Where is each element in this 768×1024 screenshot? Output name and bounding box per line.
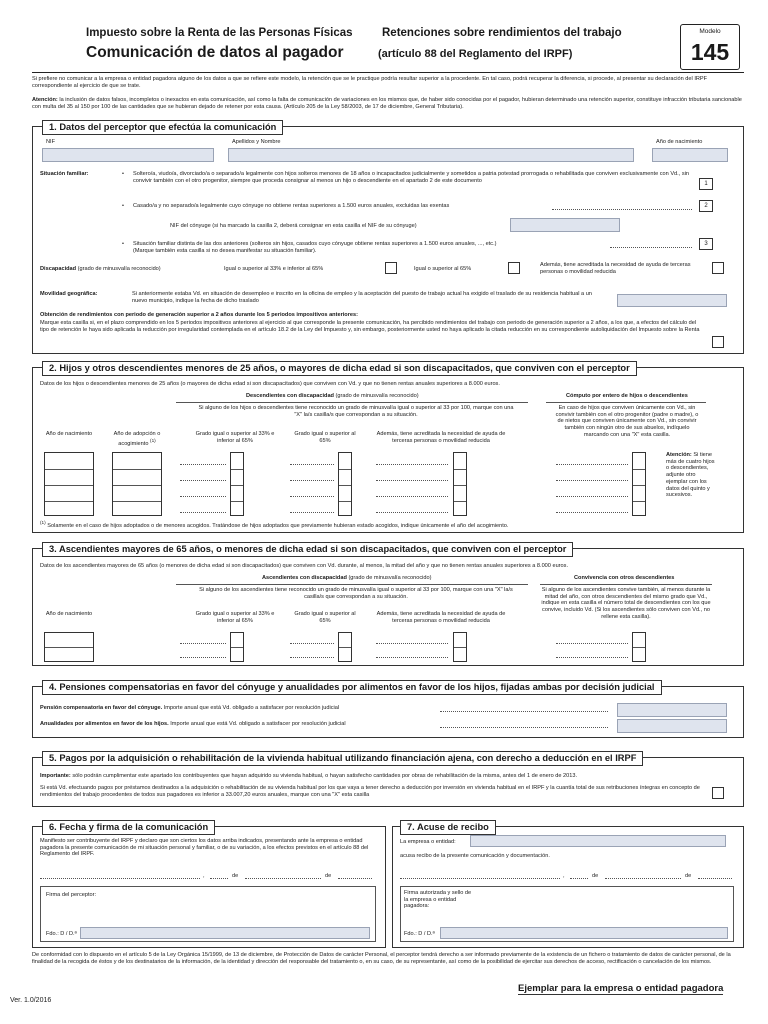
s6-de-1: de [232,873,239,879]
s6-comma: , [203,873,205,879]
s3-conv-header: Convivencia con otros descendientes [574,575,675,581]
s3-col-ayuda: Además, tiene acreditada la necesidad de ayuda de terceras personas o movilidad reducida [376,611,506,624]
familiar-option-3-note: (Marque también esta casilla si no desea manifestar su situación familiar). [133,248,317,254]
s2-col-33: Grado igual o superior al 33% e inferior al 65% [195,431,275,444]
generation-period-title: Obtención de rendimientos con periodo de generación superior a 2 años durante los 5 periodos impositivos anteriores: [40,312,358,318]
s2-dots-r3 [180,496,226,497]
s7-firma-label: Firma autorizada y sello de la empresa o entidad pagadora: [404,890,472,910]
intro-attention [32,97,744,110]
s2-dots-c-r4 [556,512,628,513]
familiar-option-2-dots [552,209,692,210]
s4-row1-dots [440,711,608,712]
s2-dots-r4 [180,512,226,513]
s7-year-dots [698,878,732,879]
familiar-option-2-text: Casado/a y no separado/a legalmente cuyo cónyuge no obtiene rentas superiores a 1.500 euros anuales, excluidas las exentas [133,203,450,209]
name-field[interactable] [228,148,634,162]
s2-col-adopt: Año de adopción o acogimiento $^{(1)}$ [113,431,161,447]
s7-comma: , [563,873,565,879]
modelo-label: Modelo [699,28,721,35]
birth-year-field[interactable] [652,148,728,162]
s3-disability-header: Ascendientes con discapacidad (grado de minusvalía reconocido) [262,575,432,581]
s7-empresa-label: La empresa o entidad: [400,839,456,845]
s3-disability-header-rule [176,584,528,585]
s3-dots-c-r1 [556,643,628,644]
nif-spouse-label: NIF del cónyuge (si ha marcado la casilla 2, deberá consignar en esta casilla el NIF de su cónyuge) [170,223,417,229]
s2-disability-header-rule [176,402,528,403]
s3-birth-column [44,632,94,662]
s6-month-dots [245,878,321,879]
s3-dots-c-r2 [556,657,628,658]
section-1-title: 1. Datos del perceptor que efectúa la comunicación [42,120,283,135]
footer-legal: De conformidad con lo dispuesto en el artículo 5 de la Ley Orgánica 15/1999, de 13 de diciembre, de Protección de Datos de carácter Personal, el perceptor tendrá derecho a ser informado previamente de la existencia de un fichero o tratamiento de datos de carácter personal, de la finalidad de la recogida de éstos y de los destinatarios de la información, de la identidad y dirección del responsable del tratamiento o, en su caso, de su representante, así como de la posibilidad de ejercitar sus derechos de acceso, rectificación o cancelación de los mismos. [32,952,731,965]
footer-version: Ver. 1.0/2016 [10,997,52,1004]
s3-dots-65-r2 [290,657,334,658]
s2-adopt-column [112,452,162,516]
s2-col-65: Grado igual o superior al 65% [294,431,356,444]
s2-dots-65-r1 [290,464,334,465]
generation-period-checkbox[interactable] [712,336,724,348]
generation-period-text: Marque esta casilla si, en el plazo comprendido en los 5 periodos impositivos anteriores al ejercicio al que corresponde la presente comunicación, ha percibido rendimientos del trabajo con periodo de generación superior a 2 años, a los que, a efectos del cálculo del tipo de retención le haya sido aplicada la reducción por irregularidad contemplada en el artículo 18.2 de la Ley del Impuesto y, sin embargo, posteriormente usted no haya aplicado la citada reducción en su correspondiente autoliquidación del Impuesto sobre la Renta [40,320,700,333]
s2-ayuda-column [453,452,467,516]
s2-birth-column [44,452,94,516]
familiar-option-1-box[interactable]: 1 [699,178,713,190]
section-2-intro: Datos de los hijos o descendientes menores de 25 años (o mayores de dicha edad si son discapacitados) que conviven con Vd. y que no tienen rentas anuales superiores a 8.000 euros. [40,381,500,387]
s6-year-dots [338,878,372,879]
familiar-option-3-dots [610,247,692,248]
intro-text: Si prefiere no comunicar a la empresa o entidad pagadora alguno de los datos a que se refiere este modelo, la retención que se le practique podría resultar superior a la procedente. En tal caso, podrá recuperar la diferencia, si procede, al presentar su declaración del IRPF correspondiente al ejercicio de que se trate. [32,76,708,89]
s2-dots-65-r4 [290,512,334,513]
s7-empresa-field[interactable] [470,835,726,847]
s2-dots-r2 [180,480,226,481]
familiar-label: Situación familiar: [40,171,89,177]
s2-dots-ay-r2 [376,480,448,481]
s3-ayuda-column [453,632,467,662]
s2-computo-header-rule [546,402,706,403]
s3-conv-header-rule [540,584,712,585]
header-withholding-name: Retenciones sobre rendimientos del trabajo [382,27,622,39]
familiar-option-2-box[interactable]: 2 [699,200,713,212]
s7-month-dots [605,878,681,879]
bullet-3: • [122,241,124,247]
s2-computo-column [632,452,646,516]
s2-dots-ay-r4 [376,512,448,513]
mobility-label: Movilidad geográfica: [40,291,98,297]
s2-computo-header: Cómputo por entero de hijos o descendientes [566,393,688,399]
s2-dots-c-r2 [556,480,628,481]
mobility-text: Si anteriormente estaba Vd. en situación de desempleo e inscrito en la oficina de empleo y la aceptación del puesto de trabajo actual ha exigido el traslado de su residencia habitual a un nuevo municipio, indique la fecha de dicho traslado [132,291,592,304]
attention-text: la inclusión de datos falsos, incompletos o inexactos en esta comunicación, así como la falta de comunicación de variaciones en los mismos que, de haber sido conocidas por el pagador, hubieran determinado una retención superior, constituye infracción tributaria sancionable con multa del 35 al 150 por 100 de las cantidades que se hubieran dejado de retener por esta causa. (Artículo 205 de la Ley 58/2003, de 17 de diciembre, General Tributaria). [32,97,742,110]
modelo-number: 145 [690,39,730,65]
s3-conv-text: Si alguno de los ascendientes convive también, al menos durante la mitad del año, con otros descendientes del mismo grado que Vd., indique en esta casilla el número total de descendientes con los que convive, incluido Vd. (Si los ascendientes sólo conviven con Vd., no rellene esta casilla). [541,587,711,620]
s5-important: Importante: sólo podrán cumplimentar este apartado los contribuyentes que hayan adquirido su vivienda habitual, o hayan satisfecho cantidades por obras de rehabilitación de la misma, antes del 1 de enero de 2013. [40,773,578,779]
s7-signer-name[interactable] [440,927,728,939]
header-divider [32,72,744,73]
section-7-title: 7. Acuse de recibo [400,820,496,835]
nif-field[interactable] [42,148,214,162]
s3-33-column [230,632,244,662]
s2-footnote: $^{(1)}$ Solamente en el caso de hijos adoptados o de menores acogidos. Tratándose de hijos adoptados que previamente hubieran estado acogidos, indique únicamente el año del acogimiento. [40,520,509,529]
birth-label: Año de nacimiento [656,139,703,145]
s7-place-dots [400,878,560,879]
s7-acusa-text: acusa recibo de la presente comunicación y documentación. [400,853,550,859]
child-support-amount[interactable] [617,719,727,733]
familiar-option-3-box[interactable]: 3 [699,238,713,250]
s4-row2-label: Anualidades por alimentos en favor de los hijos. Importe anual que está Vd. obligado a satisfacer por resolución judicial [40,721,346,727]
s3-dots-r1 [180,643,226,644]
nif-label: NIF [46,139,56,145]
s4-row2-dots [440,727,608,728]
s2-computo-text: En caso de hijos que conviven únicamente con Vd., sin convivir también con el otro progenitor (padre o madre), o de nietos que conviven únicamente con Vd., sin convivir también con ningún otro de sus abuelos, indíquelo marcando con una "X" esta casilla. [555,405,699,438]
s7-fdo-label: Fdo.: D / D.ª [404,931,435,937]
s6-fdo-label: Fdo.: D / D.ª [46,931,77,937]
s3-conv-column [632,632,646,662]
s3-col-birth: Año de nacimiento [45,611,93,617]
s7-day-dots [570,878,588,879]
spouse-pension-amount[interactable] [617,703,727,717]
s2-col-ayuda: Además, tiene acreditada la necesidad de ayuda de terceras personas o movilidad reducida [376,431,506,444]
s2-attention: Atención: Si tiene más de cuatro hijos o descendientes, adjunte otro ejemplar con los datos del quinto y sucesivos. [666,452,715,499]
disability-label: Discapacidad (grado de minusvalía reconocido) [40,266,161,272]
page-subtitle: (artículo 88 del Reglamento del IRPF) [378,48,573,60]
housing-deduction-checkbox[interactable] [712,787,724,799]
s2-65-column [338,452,352,516]
section-3-title: 3. Ascendientes mayores de 65 años, o menores de dicha edad si son discapacitados, que conviven con el perceptor [42,542,573,557]
s3-disability-intro: Si alguno de los ascendientes tiene reconocido un grado de minusvalía igual o superior al 33 por 100, marque con una "X" la/s casilla/s que correspondan a su situación. [199,587,513,600]
s6-de-2: de [325,873,332,879]
s3-dots-r2 [180,657,226,658]
s3-dots-ay-r1 [376,643,448,644]
s6-text: Manifiesto ser contribuyente del IRPF y declaro que son ciertos los datos arriba indicados, presentando ante la empresa o entidad pagadora la presente comunicación de mi situación personal y familiar, o de su variación, a los efectos previstos en el artículo 88 del Reglamento del IRPF. [40,838,369,858]
bullet-2: • [122,203,124,209]
s6-day-dots [210,878,228,879]
s3-dots-65-r1 [290,643,334,644]
disability-help-label: Además, tiene acreditada la necesidad de ayuda de terceras personas o movilidad reducida [540,262,691,275]
section-6-title: 6. Fecha y firma de la comunicación [42,820,215,835]
s2-dots-65-r3 [290,496,334,497]
bullet-1: • [122,171,124,177]
mobility-date-field[interactable] [617,294,727,307]
disability-65-checkbox[interactable] [508,262,520,274]
s2-disability-intro: Si alguno de los hijos o descendientes tiene reconocido un grado de minusvalía igual o superior al 33 por 100, marque con una "X" la/s casilla/s que correspondan a su situación. [198,405,514,418]
familiar-option-3-text: Situación familiar distinta de las dos anteriores (solteros sin hijos, casados cuyo cónyuge obtiene rentas superiores a 1.500 euros anuales, ..., etc.) [133,241,497,247]
name-label: Apellidos y Nombre [232,139,281,145]
section-4-title: 4. Pensiones compensatorias en favor del cónyuge y anualidades por alimentos en favor de los hijos, fijadas ambas por decisión judicial [42,680,662,695]
s2-dots-ay-r3 [376,496,448,497]
nif-spouse-field[interactable] [510,218,620,232]
s2-33-column [230,452,244,516]
modelo-box [680,24,740,70]
s6-place-dots [40,878,200,879]
s7-de-1: de [592,873,599,879]
s2-disability-header: Descendientes con discapacidad (grado de minusvalía reconocido) [246,393,419,399]
section-5-title: 5. Pagos por la adquisición o rehabilitación de la vivienda habitual utilizando financiación ajena, con derecho a deducción en el IRPF [42,751,643,766]
disability-help-checkbox[interactable] [712,262,724,274]
s2-dots-ay-r1 [376,464,448,465]
s6-firma-label: Firma del perceptor: [46,892,97,898]
s2-dots-c-r3 [556,496,628,497]
footer-copy-label: Ejemplar para la empresa o entidad pagadora [518,983,724,994]
s3-col-65: Grado igual o superior al 65% [294,611,356,624]
attention-label: Atención: [32,97,58,103]
page-title: Comunicación de datos al pagador [86,44,344,61]
s3-dots-ay-r2 [376,657,448,658]
s6-signer-name[interactable] [80,927,370,939]
familiar-option-1-text: Soltero/a, viudo/a, divorciado/a o separado/a legalmente con hijos solteros menores de 18 años o incapacitados judicialmente y sometidos a patria potestad prorrogada o rehabilitada que conviven exclusivamente con Vd., sin convivir también con el otro progenitor, siempre que proceda consignar al menos un hijo o descendiente en el apartado 2 de este documento [133,171,689,184]
s3-col-33: Grado igual o superior al 33% e inferior al 65% [195,611,275,624]
disability-33-checkbox[interactable] [385,262,397,274]
s2-dots-c-r1 [556,464,628,465]
s2-dots-r1 [180,464,226,465]
disability-33-label: Igual o superior al 33% e inferior al 65% [224,266,324,272]
header-tax-name: Impuesto sobre la Renta de las Personas Físicas [86,27,353,39]
s4-row1-label: Pensión compensatoria en favor del cónyuge. Importe anual que está Vd. obligado a satisfacer por resolución judicial [40,705,340,711]
s3-65-column [338,632,352,662]
s2-dots-65-r2 [290,480,334,481]
section-2-title: 2. Hijos y otros descendientes menores de 25 años, o mayores de dicha edad si son discapacitados, que conviven con el perceptor [42,361,637,376]
s5-text: Si está Vd. efectuando pagos por préstamos destinados a la adquisición o rehabilitación de su vivienda habitual por los que vaya a tener derecho a deducción por inversión en vivienda habitual en el IRPF y la cuantía total de sus retribuciones íntegras en concepto de rendimientos del trabajo procedentes de todos sus pagadores es inferior a 33.007,20 euros anuales, marque con una "X" esta casilla [40,785,700,798]
section-3-intro: Datos de los ascendientes mayores de 65 años (o menores de dicha edad si son discapacitados) que conviven con Vd. durante, al menos, la mitad del año y que no tienen rentas anuales superiores a 8.000 euros. [40,563,569,569]
disability-65-label: Igual o superior al 65% [414,266,472,272]
s2-col-birth: Año de nacimiento [45,431,93,437]
s7-de-2: de [685,873,692,879]
